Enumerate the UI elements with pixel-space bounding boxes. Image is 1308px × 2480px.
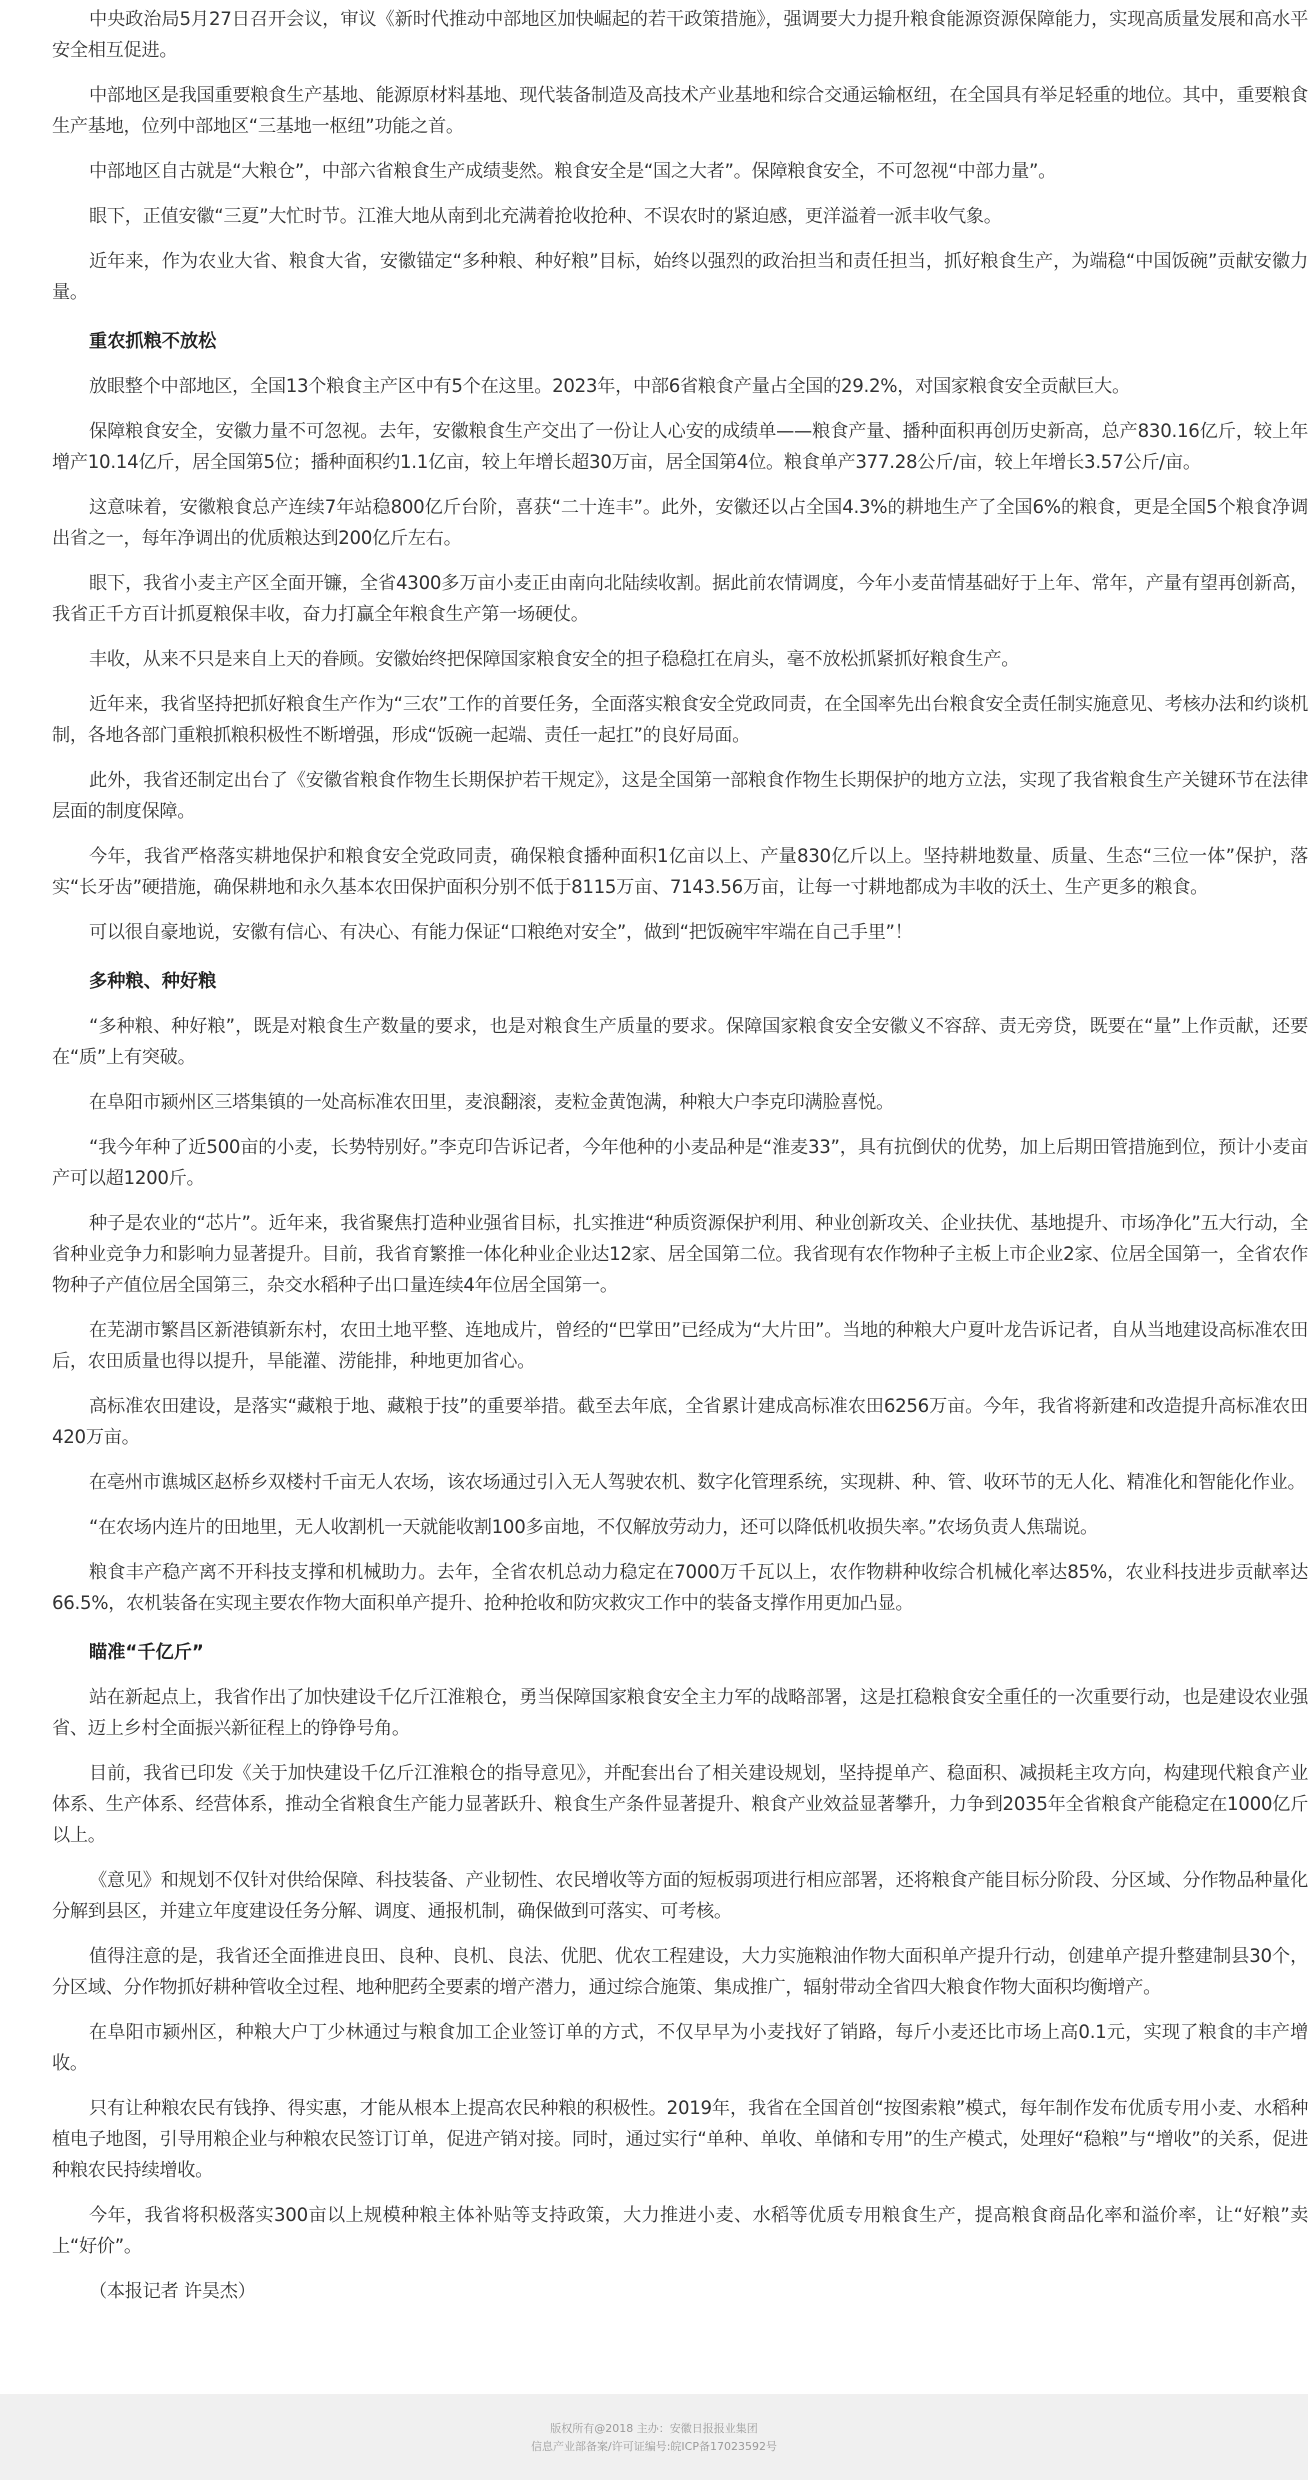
paragraph: 在亳州市谯城区赵桥乡双楼村千亩无人农场，该农场通过引入无人驾驶农机、数字化管理系统，实现耕、种、管、收环节的无人化、精准化和智能化作业。 — [89, 1472, 1306, 1493]
paragraph: 中部地区自古就是“大粮仓”，中部六省粮食生产成绩斐然。粮食安全是“国之大者”。保障粮食安全，不可忽视“中部力量”。 — [89, 161, 1056, 182]
icp-license-text: 信息产业部备案/许可证编号:皖ICP备17023592号 — [531, 2440, 777, 2453]
paragraph: 眼下，正值安徽“三夏”大忙时节。江淮大地从南到北充满着抢收抢种、不误农时的紧迫感，更洋溢着一派丰收气象。 — [89, 206, 1002, 227]
paragraph: 种子是农业的“芯片”。近年来，我省聚焦打造种业强省目标，扎实推进“种质资源保护利用、种业创新攻关、企业扶优、基地提升、市场净化”五大行动，全省种业竞争力和影响力显著提升。目前，我省育繁推一体化种业企业达12家、居全国第二位。我省现有农作物种子主板上市企业2家、位居全国第一，全省农作物种子产值位居全国第三，杂交水稻种子出口量连续4年位居全国第一。 — [52, 1213, 1308, 1296]
paragraph: 中部地区是我国重要粮食生产基地、能源原材料基地、现代装备制造及高技术产业基地和综合交通运输枢纽，在全国具有举足轻重的地位。其中，重要粮食生产基地，位列中部地区“三基地一枢纽”功能之首。 — [52, 85, 1308, 137]
paragraph: 值得注意的是，我省还全面推进良田、良种、良机、良法、优肥、优农工程建设，大力实施粮油作物大面积单产提升行动，创建单产提升整建制县30个，分区域、分作物抓好耕种管收全过程、地种肥药全要素的增产潜力，通过综合施策、集成推广，辐射带动全省四大粮食作物大面积均衡增产。 — [52, 1946, 1308, 1998]
section-heading: 多种粮、种好粮 — [89, 971, 217, 992]
paragraph: 今年，我省严格落实耕地保护和粮食安全党政同责，确保粮食播种面积1亿亩以上、产量830亿斤以上。坚持耕地数量、质量、生态“三位一体”保护，落实“长牙齿”硬措施，确保耕地和永久基本农田保护面积分别不低于8115万亩、7143.56万亩，让每一寸耕地都成为丰收的沃土、生产更多的粮食。 — [52, 846, 1308, 898]
paragraph: 只有让种粮农民有钱挣、得实惠，才能从根本上提高农民种粮的积极性。2019年，我省在全国首创“按图索粮”模式，每年制作发布优质专用小麦、水稻种植电子地图，引导用粮企业与种粮农民签订订单，促进产销对接。同时，通过实行“单种、单收、单储和专用”的生产模式，处理好“稳粮”与“增收”的关系，促进种粮农民持续增收。 — [52, 2098, 1308, 2181]
paragraph: 可以很自豪地说，安徽有信心、有决心、有能力保证“口粮绝对安全”，做到“把饭碗牢牢端在自己手里”！ — [89, 922, 913, 943]
paragraph: 站在新起点上，我省作出了加快建设千亿斤江淮粮仓，勇当保障国家粮食安全主力军的战略部署，这是扛稳粮食安全重任的一次重要行动，也是建设农业强省、迈上乡村全面振兴新征程上的铮铮号角。 — [52, 1687, 1308, 1739]
paragraph: 粮食丰产稳产离不开科技支撑和机械助力。去年，全省农机总动力稳定在7000万千瓦以上，农作物耕种收综合机械化率达85%，农业科技进步贡献率达66.5%，农机装备在实现主要农作物大面积单产提升、抢种抢收和防灾救灾工作中的装备支撑作用更加凸显。 — [52, 1562, 1308, 1614]
article-body — [52, 4, 1308, 2321]
section-heading: 重农抓粮不放松 — [89, 331, 217, 352]
byline: （本报记者 许昊杰） — [89, 2281, 256, 2302]
section-heading: 瞄准“千亿斤” — [89, 1642, 204, 1663]
paragraph: 在芜湖市繁昌区新港镇新东村，农田土地平整、连地成片，曾经的“巴掌田”已经成为“大片田”。当地的种粮大户夏叶龙告诉记者，自从当地建设高标准农田后，农田质量也得以提升，旱能灌、涝能排，种地更加省心。 — [52, 1320, 1308, 1372]
paragraph: 这意味着，安徽粮食总产连续7年站稳800亿斤台阶，喜获“二十连丰”。此外，安徽还以占全国4.3%的耕地生产了全国6%的粮食，更是全国5个粮食净调出省之一，每年净调出的优质粮达到200亿斤左右。 — [52, 497, 1308, 549]
paragraph: “多种粮、种好粮”，既是对粮食生产数量的要求，也是对粮食生产质量的要求。保障国家粮食安全安徽义不容辞、责无旁贷，既要在“量”上作贡献，还要在“质”上有突破。 — [52, 1016, 1308, 1068]
copyright-text: 版权所有@2018 主办：安徽日报报业集团 — [550, 2422, 758, 2435]
paragraph: 眼下，我省小麦主产区全面开镰，全省4300多万亩小麦正由南向北陆续收割。据此前农情调度，今年小麦苗情基础好于上年、常年，产量有望再创新高，我省正千方百计抓夏粮保丰收，奋力打赢全年粮食生产第一场硬仗。 — [52, 573, 1308, 625]
paragraph: 今年，我省将积极落实300亩以上规模种粮主体补贴等支持政策，大力推进小麦、水稻等优质专用粮食生产，提高粮食商品化率和溢价率，让“好粮”卖上“好价”。 — [52, 2205, 1308, 2257]
paragraph: 近年来，我省坚持把抓好粮食生产作为“三农”工作的首要任务，全面落实粮食安全党政同责，在全国率先出台粮食安全责任制实施意见、考核办法和约谈机制，各地各部门重粮抓粮积极性不断增强，形成“饭碗一起端、责任一起扛”的良好局面。 — [52, 694, 1308, 746]
paragraph: 放眼整个中部地区，全国13个粮食主产区中有5个在这里。2023年，中部6省粮食产量占全国的29.2%，对国家粮食安全贡献巨大。 — [89, 376, 1130, 397]
paragraph: 丰收，从来不只是来自上天的眷顾。安徽始终把保障国家粮食安全的担子稳稳扛在肩头，毫不放松抓紧抓好粮食生产。 — [89, 649, 1020, 670]
paragraph: “在农场内连片的田地里，无人收割机一天就能收割100多亩地，不仅解放劳动力，还可以降低机收损失率。”农场负责人焦瑞说。 — [89, 1517, 1098, 1538]
paragraph: 在阜阳市颍州区三塔集镇的一处高标准农田里，麦浪翻滚，麦粒金黄饱满，种粮大户李克印满脸喜悦。 — [89, 1092, 894, 1113]
page-footer — [0, 2394, 1308, 2480]
paragraph: 中央政治局5月27日召开会议，审议《新时代推动中部地区加快崛起的若干政策措施》，强调要大力提升粮食能源资源保障能力，实现高质量发展和高水平安全相互促进。 — [52, 9, 1308, 61]
paragraph: 在阜阳市颍州区，种粮大户丁少林通过与粮食加工企业签订单的方式，不仅早早为小麦找好了销路，每斤小麦还比市场上高0.1元，实现了粮食的丰产增收。 — [52, 2022, 1308, 2074]
paragraph: 此外，我省还制定出台了《安徽省粮食作物生长期保护若干规定》，这是全国第一部粮食作物生长期保护的地方立法，实现了我省粮食生产关键环节在法律层面的制度保障。 — [52, 770, 1308, 822]
paragraph: 保障粮食安全，安徽力量不可忽视。去年，安徽粮食生产交出了一份让人心安的成绩单——粮食产量、播种面积再创历史新高，总产830.16亿斤，较上年增产10.14亿斤，居全国第5位；播种面积约1.1亿亩，较上年增长超30万亩，居全国第4位。粮食单产377.28公斤/亩，较上年增长3.57公斤/亩。 — [52, 421, 1308, 473]
paragraph: 近年来，作为农业大省、粮食大省，安徽锚定“多种粮、种好粮”目标，始终以强烈的政治担当和责任担当，抓好粮食生产，为端稳“中国饭碗”贡献安徽力量。 — [52, 251, 1308, 303]
paragraph: 高标准农田建设，是落实“藏粮于地、藏粮于技”的重要举措。截至去年底，全省累计建成高标准农田6256万亩。今年，我省将新建和改造提升高标准农田420万亩。 — [52, 1396, 1308, 1448]
paragraph: 目前，我省已印发《关于加快建设千亿斤江淮粮仓的指导意见》，并配套出台了相关建设规划，坚持提单产、稳面积、减损耗主攻方向，构建现代粮食产业体系、生产体系、经营体系，推动全省粮食生产能力显著跃升、粮食生产条件显著提升、粮食产业效益显著攀升，力争到2035年全省粮食产能稳定在1000亿斤以上。 — [52, 1763, 1308, 1846]
paragraph: “我今年种了近500亩的小麦，长势特别好。”李克印告诉记者，今年他种的小麦品种是“淮麦33”，具有抗倒伏的优势，加上后期田管措施到位，预计小麦亩产可以超1200斤。 — [52, 1137, 1308, 1189]
paragraph: 《意见》和规划不仅针对供给保障、科技装备、产业韧性、农民增收等方面的短板弱项进行相应部署，还将粮食产能目标分阶段、分区域、分作物品种量化分解到县区，并建立年度建设任务分解、调度、通报机制，确保做到可落实、可考核。 — [52, 1870, 1308, 1922]
